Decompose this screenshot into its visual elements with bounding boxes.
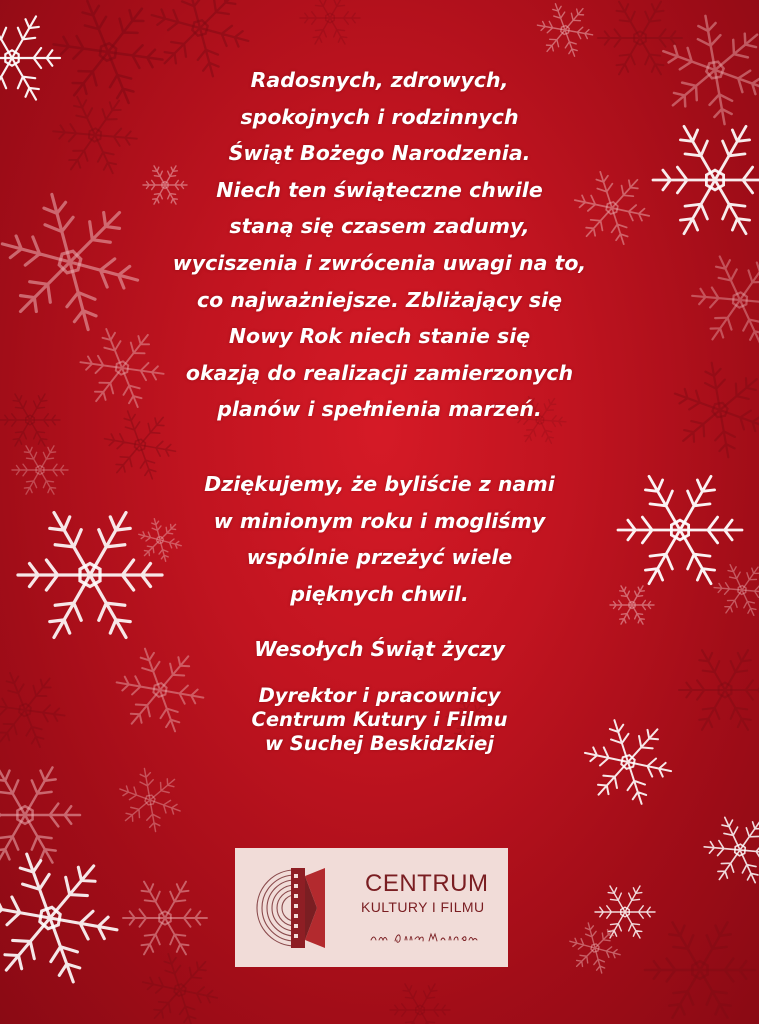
snowflake-icon (136, 950, 224, 1024)
snowflake-icon (533, 1, 597, 58)
snowflake-icon (701, 816, 759, 884)
wishes-text: Wesołych Świąt życzy (254, 637, 505, 661)
snowflake-icon (564, 920, 626, 977)
snowflake-icon (0, 767, 80, 862)
snowflake-icon (110, 763, 189, 837)
snowflake-icon (0, 848, 127, 988)
snowflake-icon (123, 882, 207, 955)
thanks-text: Dziękujemy, że byliście z nami w minionym roku i mogliśmy wspólnie przeżyć wiele pięknych chwil. (204, 472, 555, 606)
film-reel-icon (251, 862, 337, 954)
logo-subtitle: KULTURY I FILMU (361, 899, 485, 915)
snowflake-icon (595, 886, 655, 938)
cultural-center-logo (235, 848, 508, 967)
logo-name: CENTRUM (365, 870, 489, 897)
snowflake-icon (300, 0, 360, 44)
snowflake-icon (645, 922, 755, 1017)
logo-script-signature (369, 930, 481, 944)
greeting-text: Radosnych, zdrowych, spokojnych i rodzinnych Świąt Bożego Narodzenia. Niech ten świąteczne chwile staną się czasem zadumy, wyciszenia i zwrócenia uwagi na to, co najważniejsze. Zbliżający się Nowy Rok niech stanie się okazją do realizacji zamierzonych planów i spełnienia marzeń. (172, 68, 587, 422)
signature-text: Dyrektor i pracownicy Centrum Kutury i Filmu w Suchej Beskidzkiej (251, 684, 508, 755)
snowflake-icon (390, 984, 450, 1024)
